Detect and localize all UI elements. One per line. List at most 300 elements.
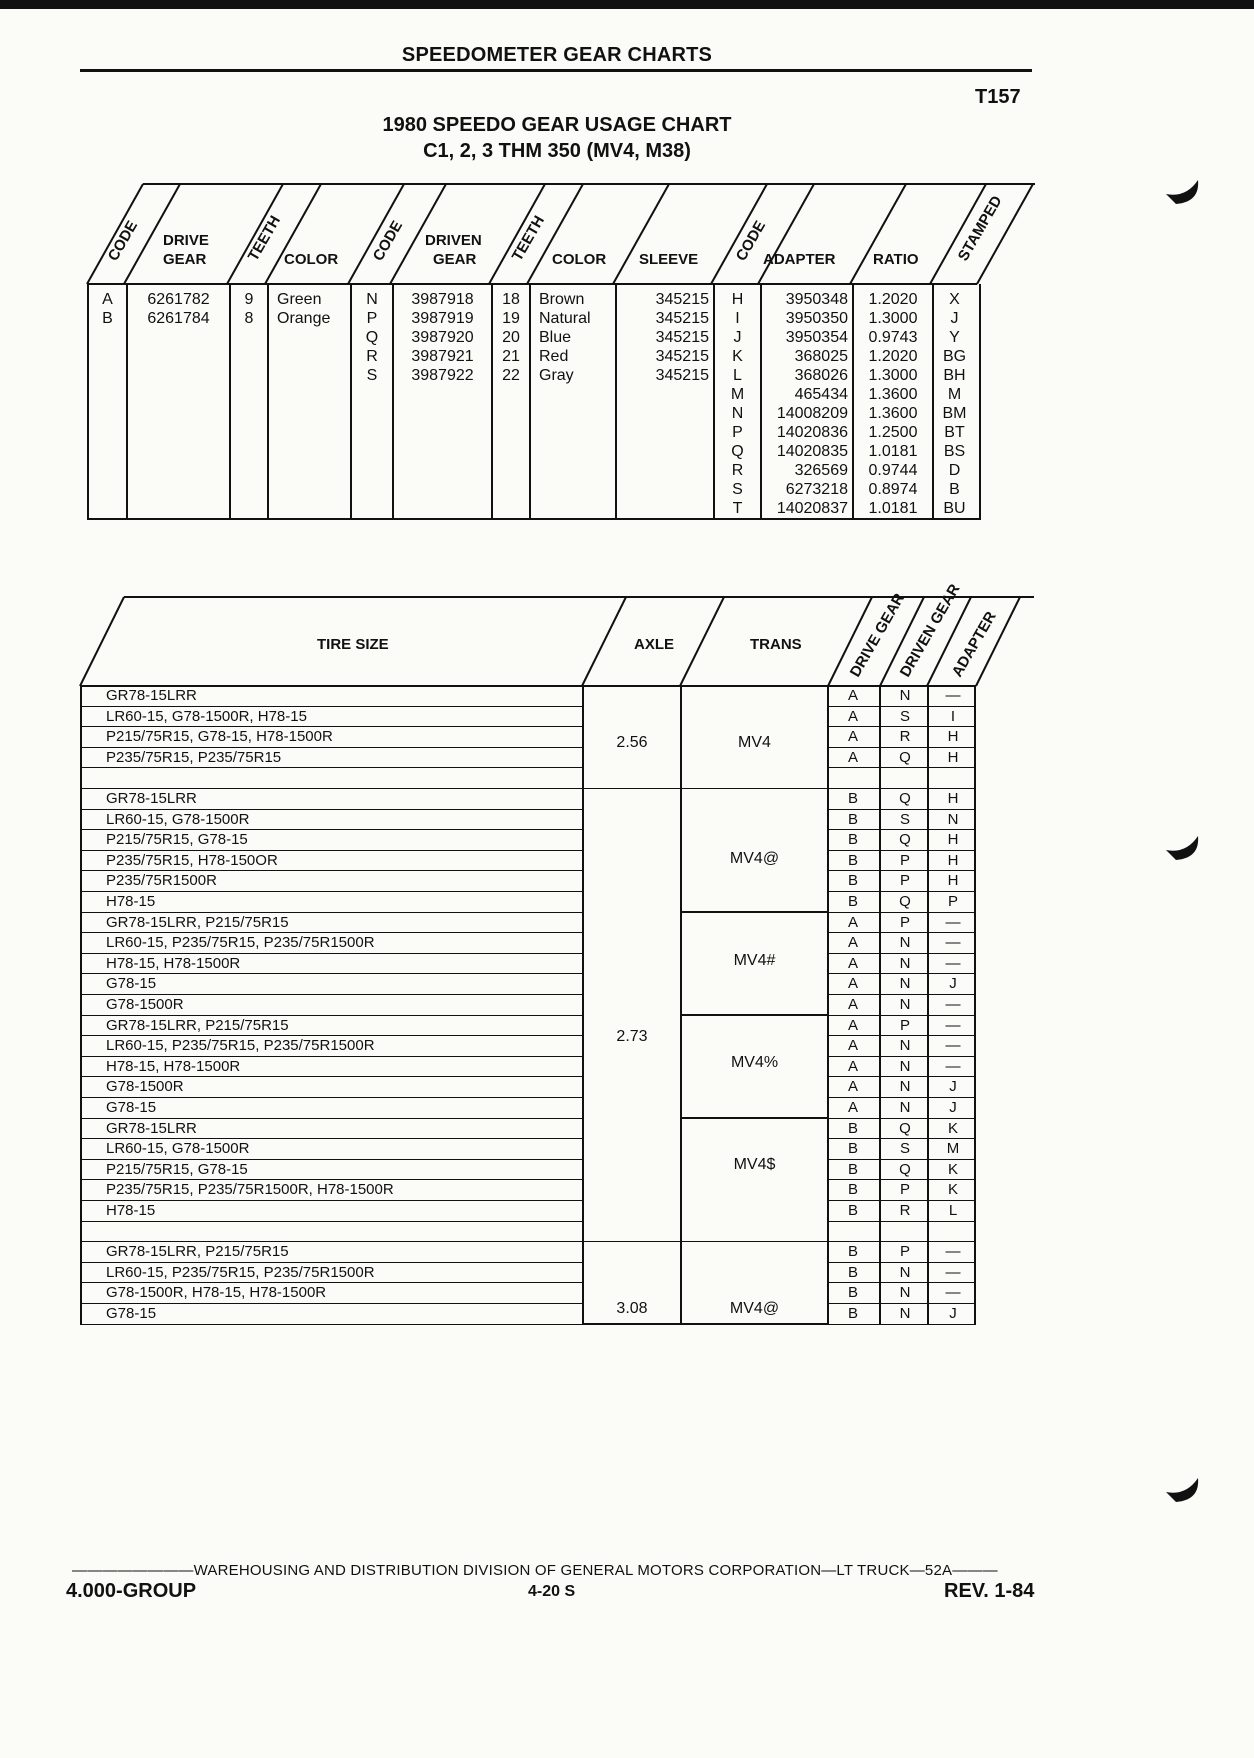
- cell: I: [735, 310, 740, 327]
- tire-size-cell: LR60-15, P235/75R15, P235/75R1500R: [106, 934, 375, 952]
- col-driven-gear: DRIVEN GEAR: [896, 581, 964, 680]
- adapter-code-cell: J: [949, 1099, 957, 1116]
- trans-value: MV4@: [729, 1300, 780, 1317]
- tire-size-cell: GR78-15LRR, P215/75R15: [106, 1016, 289, 1034]
- cell: B: [102, 310, 113, 327]
- tire-size-cell: [106, 768, 662, 788]
- cell: K: [732, 348, 743, 365]
- cell: Gray: [539, 367, 574, 384]
- tire-size-cell: [106, 1222, 662, 1242]
- table-row: [80, 1304, 582, 1325]
- driven-code-cell: P: [899, 1181, 910, 1199]
- cell: 1.2020: [868, 348, 918, 365]
- adapter-code-cell: —: [945, 954, 961, 972]
- cell: R: [366, 348, 378, 365]
- footer-revision: REV. 1-84: [944, 1580, 1035, 1602]
- cell: J: [733, 329, 742, 346]
- adapter-code-cell: —: [945, 934, 961, 952]
- tire-size-cell: G78-1500R, H78-15, H78-1500R: [106, 1284, 327, 1302]
- tire-size-cell: GR78-15LRR: [106, 1119, 197, 1137]
- drive-code-cell: B: [847, 1181, 858, 1199]
- cell: 9: [244, 291, 254, 308]
- cell: 1.3000: [868, 367, 918, 384]
- driven-code-cell: Q: [899, 1119, 911, 1137]
- axle-value: 2.56: [616, 734, 648, 751]
- table-row: [80, 1077, 582, 1098]
- table-row: [80, 1139, 582, 1160]
- driven-teeth-column: [491, 284, 529, 518]
- driven-code-cell: N: [899, 1284, 911, 1302]
- cell: B: [949, 481, 960, 498]
- table-row: [80, 974, 582, 995]
- driven-code-cell: Q: [899, 790, 911, 807]
- cell: 1.0181: [868, 500, 918, 517]
- table-row: [80, 1016, 582, 1037]
- adapter-code-cell: H: [947, 790, 959, 807]
- drive-code-cell: A: [847, 954, 858, 972]
- driven-code-cell: N: [899, 996, 911, 1013]
- table-row: [80, 748, 582, 769]
- cell: 3987922: [411, 367, 474, 384]
- tire-size-cell: P235/75R15, P235/75R1500R, H78-1500R: [106, 1181, 394, 1199]
- adapter-code-cell: —: [945, 687, 961, 704]
- table-row: [80, 1160, 582, 1181]
- adapter-code-cell: M: [946, 1140, 960, 1158]
- tire-size-cell: LR60-15, G78-1500R: [106, 1140, 250, 1158]
- gear-code-row: [827, 1283, 976, 1304]
- table-row: [80, 913, 582, 934]
- drive-code-cell: B: [847, 893, 858, 910]
- adapter-column: [760, 284, 852, 518]
- cell: Green: [277, 291, 322, 308]
- table-row: [80, 1242, 582, 1263]
- cell: 1.3600: [868, 386, 918, 403]
- drive-code-cell: B: [847, 851, 858, 869]
- adapter-code-cell: H: [947, 748, 959, 766]
- tire-size-cell: P235/75R15, H78-150OR: [106, 851, 278, 869]
- col-drive-gear: DRIVE GEAR: [846, 590, 909, 680]
- tire-size-cell: H78-15, H78-1500R: [106, 1057, 241, 1075]
- table-row: [80, 1283, 582, 1304]
- adapter-code-cell: N: [947, 810, 959, 828]
- gear-code-row: [827, 789, 976, 810]
- driven-code-cell: N: [899, 1078, 911, 1096]
- driven-code-column: [350, 284, 392, 518]
- col-teeth-1: TEETH: [244, 212, 285, 264]
- cell: 1.3600: [868, 405, 918, 422]
- trans-value: MV4$: [733, 1156, 776, 1173]
- gear-code-row: [827, 1119, 976, 1140]
- cell: A: [102, 291, 113, 308]
- col-code-2: CODE: [369, 217, 407, 264]
- cell: L: [733, 367, 742, 384]
- cell: 20: [502, 329, 520, 346]
- cell: 18: [502, 291, 520, 308]
- driven-code-cell: Q: [899, 831, 911, 849]
- footer-group: 4.000-GROUP: [66, 1580, 197, 1602]
- gear-code-row: [827, 974, 976, 995]
- drive-code-cell: B: [847, 1243, 858, 1261]
- cell: BT: [944, 424, 965, 441]
- cell: BG: [942, 348, 967, 365]
- cell: 345215: [655, 310, 709, 327]
- cell: 326569: [794, 462, 848, 479]
- driven-code-cell: R: [899, 728, 911, 746]
- table-row: [80, 707, 582, 728]
- drive-code-cell: A: [847, 1037, 858, 1055]
- adapter-code-cell: L: [948, 1202, 958, 1219]
- drive-code-column: [89, 284, 126, 518]
- col-adapter-code: ADAPTER: [948, 608, 1000, 680]
- col-color-1: COLOR: [284, 251, 339, 268]
- gear-code-row: [827, 768, 976, 789]
- tire-size-cell: LR60-15, G78-1500R, H78-15: [106, 707, 307, 725]
- page-code: T157: [975, 86, 1021, 108]
- col-stamped: STAMPED: [954, 192, 1006, 264]
- driven-code-cell: P: [899, 872, 910, 890]
- cell: Orange: [277, 310, 331, 327]
- drive-code-cell: B: [847, 1119, 858, 1137]
- drive-code-cell: B: [847, 831, 858, 849]
- trans-value: MV4: [738, 734, 771, 751]
- table-row: [80, 1057, 582, 1078]
- adapter-code-cell: I: [950, 707, 956, 725]
- trans-value: MV4#: [733, 952, 776, 969]
- tire-size-cell: G78-15: [106, 975, 157, 993]
- table-row: [80, 1119, 582, 1140]
- driven-gear-column: [392, 284, 491, 518]
- col-trans: TRANS: [750, 636, 802, 653]
- driven-code-cell: S: [899, 1140, 910, 1158]
- drive-code-cell: B: [847, 1160, 858, 1178]
- table-row: [80, 1180, 582, 1201]
- cell: 1.3000: [868, 310, 918, 327]
- drive-code-cell: A: [847, 687, 858, 704]
- drive-color-column: [267, 284, 350, 518]
- cell: 6261784: [147, 310, 210, 327]
- cell: BH: [943, 367, 966, 384]
- adapter-code-cell: J: [949, 1305, 957, 1322]
- cell: Y: [949, 329, 960, 346]
- adapter-code-cell: [939, 1222, 967, 1242]
- adapter-code-cell: —: [945, 1263, 961, 1281]
- col-drive-gear-1: DRIVE: [163, 232, 209, 249]
- tire-size-cell: LR60-15, P235/75R15, P235/75R1500R: [106, 1037, 375, 1055]
- gear-code-row: [827, 933, 976, 954]
- cell: M: [947, 386, 962, 403]
- gear-code-row: [827, 871, 976, 892]
- gear-code-row: [827, 995, 976, 1016]
- cell: 14008209: [776, 405, 848, 422]
- cell: 6261782: [147, 291, 210, 308]
- cell: 3950348: [785, 291, 848, 308]
- table-row: [80, 686, 582, 707]
- table-row: [80, 810, 582, 831]
- tire-size-cell: H78-15: [106, 893, 156, 910]
- drive-code-cell: A: [847, 1078, 858, 1096]
- col-teeth-2: TEETH: [508, 212, 549, 264]
- punch-hole-mark: [1164, 1470, 1204, 1510]
- col-code-3: CODE: [732, 217, 770, 264]
- cell: 368026: [794, 367, 848, 384]
- tire-size-cell: H78-15, H78-1500R: [106, 954, 241, 972]
- tire-size-cell: P215/75R15, G78-15: [106, 831, 248, 849]
- drive-code-cell: A: [847, 728, 858, 746]
- adapter-code-cell: H: [947, 728, 959, 746]
- cell: 19: [502, 310, 520, 327]
- trans-group-border: [680, 1241, 827, 1243]
- tire-size-cell: GR78-15LRR, P215/75R15: [106, 1243, 289, 1261]
- axle-group-border: [582, 1323, 682, 1325]
- drive-code-cell: A: [847, 913, 858, 931]
- table-row: [80, 1036, 582, 1057]
- adapter-code-cell: —: [945, 996, 961, 1013]
- cell: 14020835: [776, 443, 848, 460]
- driven-code-cell: N: [899, 687, 911, 704]
- gear-code-row: [827, 1098, 976, 1119]
- col-color-2: COLOR: [552, 251, 607, 268]
- table-row: [80, 892, 582, 913]
- driven-code-cell: [891, 1222, 919, 1242]
- table-row: [80, 954, 582, 975]
- gear-code-row: [827, 1139, 976, 1160]
- gear-code-row: [827, 748, 976, 769]
- adapter-code-cell: —: [945, 1016, 961, 1034]
- trans-group-border: [680, 1014, 827, 1016]
- driven-color-column: [529, 284, 615, 518]
- cell: 3987921: [411, 348, 474, 365]
- drive-code-cell: A: [847, 996, 858, 1013]
- table-row: [80, 727, 582, 748]
- tire-size-cell: G78-15: [106, 1305, 157, 1322]
- cell: 465434: [794, 386, 848, 403]
- adapter-code-cell: P: [947, 893, 958, 910]
- tire-size-cell: G78-1500R: [106, 1078, 184, 1096]
- gear-code-row: [827, 851, 976, 872]
- drive-code-cell: B: [847, 1263, 858, 1281]
- driven-code-cell: N: [899, 1305, 911, 1322]
- cell: 345215: [655, 348, 709, 365]
- table-row: [80, 1098, 582, 1119]
- table-border: [680, 686, 682, 1325]
- drive-code-cell: A: [847, 748, 858, 766]
- axle-group-border: [582, 1241, 682, 1243]
- cell: R: [731, 462, 744, 479]
- gear-code-row: [827, 1242, 976, 1263]
- gear-code-row: [827, 727, 976, 748]
- table-row: [80, 871, 582, 892]
- table-row: [80, 1263, 582, 1284]
- driven-code-cell: Q: [899, 893, 911, 910]
- adapter-code-cell: —: [945, 1243, 961, 1261]
- adapter-code-cell: K: [947, 1119, 958, 1137]
- trans-group-border: [680, 788, 827, 790]
- driven-code-cell: N: [899, 975, 911, 993]
- gear-usage-table-body: [87, 284, 981, 520]
- driven-code-cell: S: [899, 810, 910, 828]
- driven-code-cell: N: [899, 934, 911, 952]
- cell: BS: [943, 443, 966, 460]
- adapter-code-cell: H: [947, 872, 959, 890]
- drive-code-cell: B: [847, 1305, 858, 1322]
- cell: 8: [244, 310, 254, 327]
- footer-division-text: WAREHOUSING AND DISTRIBUTION DIVISION OF GENERAL MOTORS CORPORATION—LT TRUCK—52A: [193, 1562, 953, 1579]
- cell: 6273218: [785, 481, 848, 498]
- punch-hole-mark: [1164, 828, 1204, 868]
- table-row: [80, 768, 582, 789]
- tire-size-cell: LR60-15, P235/75R15, P235/75R1500R: [106, 1263, 375, 1281]
- drive-code-cell: A: [847, 934, 858, 952]
- chart-subtitle: C1, 2, 3 THM 350 (MV4, M38): [423, 140, 691, 162]
- adapter-code-cell: —: [945, 1284, 961, 1302]
- drive-code-cell: A: [847, 1016, 858, 1034]
- driven-code-cell: N: [899, 1057, 911, 1075]
- cell: BM: [942, 405, 967, 422]
- tire-size-cell: P215/75R15, G78-15, H78-1500R: [106, 728, 333, 746]
- gear-code-row: [827, 1304, 976, 1325]
- cell: 14020837: [776, 500, 848, 517]
- gear-usage-table-header: [0, 0, 1254, 290]
- driven-code-cell: P: [899, 851, 910, 869]
- cell: X: [949, 291, 960, 308]
- driven-code-cell: N: [899, 1263, 911, 1281]
- driven-code-cell: Q: [899, 1160, 911, 1178]
- col-driven-gear-1: DRIVEN: [425, 232, 482, 249]
- adapter-code-cell: H: [947, 851, 959, 869]
- driven-code-cell: P: [899, 1016, 910, 1034]
- driven-code-cell: N: [899, 1037, 911, 1055]
- driven-code-cell: R: [899, 1202, 911, 1219]
- tire-size-cell: G78-1500R: [106, 996, 184, 1013]
- adapter-code-cell: [939, 768, 967, 788]
- adapter-code-cell: H: [947, 831, 959, 849]
- gear-code-row: [827, 954, 976, 975]
- trans-group-border: [680, 911, 827, 913]
- col-sleeve: SLEEVE: [639, 251, 699, 268]
- stamped-column: [932, 284, 975, 518]
- col-drive-gear-2: GEAR: [163, 251, 207, 268]
- cell: 1.0181: [868, 443, 918, 460]
- cell: P: [732, 424, 743, 441]
- cell: Q: [731, 443, 744, 460]
- axle-value: 2.73: [616, 1028, 648, 1045]
- cell: J: [950, 310, 959, 327]
- table-row: [80, 933, 582, 954]
- cell: BU: [943, 500, 966, 517]
- cell: 0.9743: [868, 329, 918, 346]
- cell: M: [730, 386, 745, 403]
- col-adapter: ADAPTER: [763, 251, 836, 268]
- cell: D: [948, 462, 961, 479]
- driven-code-cell: Q: [899, 748, 911, 766]
- cell: 3987919: [411, 310, 474, 327]
- tire-size-cell: H78-15: [106, 1202, 156, 1219]
- tire-size-cell: GR78-15LRR, P215/75R15: [106, 913, 289, 931]
- cell: Natural: [539, 310, 591, 327]
- gear-code-row: [827, 1057, 976, 1078]
- table-row: [80, 830, 582, 851]
- drive-code-cell: A: [847, 707, 858, 725]
- drive-code-cell: A: [847, 975, 858, 993]
- adapter-code-cell: —: [945, 913, 961, 931]
- gear-code-row: [827, 1016, 976, 1037]
- cell: Brown: [539, 291, 585, 308]
- cell: 1.2500: [868, 424, 918, 441]
- drive-code-cell: B: [847, 1284, 858, 1302]
- gear-code-row: [827, 830, 976, 851]
- driven-code-cell: [891, 768, 919, 788]
- cell: 3987918: [411, 291, 474, 308]
- tire-size-cell: GR78-15LRR: [106, 687, 197, 704]
- chart-title: 1980 SPEEDO GEAR USAGE CHART: [382, 114, 732, 136]
- col-ratio: RATIO: [873, 251, 919, 268]
- cell: Red: [539, 348, 569, 365]
- tire-size-cell: GR78-15LRR: [106, 790, 197, 807]
- adapter-code-column: [713, 284, 760, 518]
- drive-code-cell: A: [847, 1099, 858, 1116]
- gear-code-row: [827, 1201, 976, 1222]
- cell: 1.2020: [868, 291, 918, 308]
- trans-value: MV4@: [729, 850, 780, 867]
- adapter-code-cell: —: [945, 1057, 961, 1075]
- cell: T: [732, 500, 743, 517]
- drive-code-cell: B: [847, 790, 858, 807]
- footer-page-number: 4-20 S: [528, 1583, 576, 1600]
- drive-code-cell: B: [847, 1202, 858, 1219]
- table-row: [80, 995, 582, 1016]
- tire-size-cell: LR60-15, G78-1500R: [106, 810, 250, 828]
- sleeve-column: [615, 284, 713, 518]
- cell: 368025: [794, 348, 848, 365]
- gear-code-row: [827, 1160, 976, 1181]
- gear-code-row: [827, 1180, 976, 1201]
- tire-size-cell: P235/75R1500R: [106, 872, 217, 890]
- footer-division-line: ————————WAREHOUSING AND DISTRIBUTION DIVISION OF GENERAL MOTORS CORPORATION—LT TRUCK—52A———: [72, 1562, 998, 1579]
- drive-code-cell: B: [847, 1140, 858, 1158]
- table-row: [80, 789, 582, 810]
- tire-size-cell: P235/75R15, P235/75R15: [106, 748, 282, 766]
- cell: S: [732, 481, 743, 498]
- table-row: [80, 1201, 582, 1222]
- adapter-code-cell: K: [947, 1160, 958, 1178]
- table-row: [80, 1222, 582, 1243]
- trans-group-border: [680, 1323, 827, 1325]
- gear-code-row: [827, 810, 976, 831]
- cell: Blue: [539, 329, 572, 346]
- driven-code-cell: N: [899, 954, 911, 972]
- table-row: [80, 851, 582, 872]
- cell: 3950354: [785, 329, 848, 346]
- cell: 345215: [655, 367, 709, 384]
- adapter-code-cell: —: [945, 1037, 961, 1055]
- cell: 22: [502, 367, 520, 384]
- cell: P: [366, 310, 378, 327]
- driven-code-cell: P: [899, 1243, 910, 1261]
- cell: Q: [365, 329, 379, 346]
- cell: 0.9744: [868, 462, 918, 479]
- cell: N: [366, 291, 378, 308]
- cell: 3950350: [785, 310, 848, 327]
- driven-code-cell: S: [899, 707, 910, 725]
- drive-code-cell: B: [847, 810, 858, 828]
- cell: 21: [502, 348, 520, 365]
- trans-value: MV4%: [730, 1054, 779, 1071]
- gear-code-row: [827, 1222, 976, 1243]
- adapter-code-cell: J: [949, 975, 957, 993]
- gear-code-row: [827, 892, 976, 913]
- cell: 0.8974: [868, 481, 918, 498]
- drive-teeth-column: [229, 284, 267, 518]
